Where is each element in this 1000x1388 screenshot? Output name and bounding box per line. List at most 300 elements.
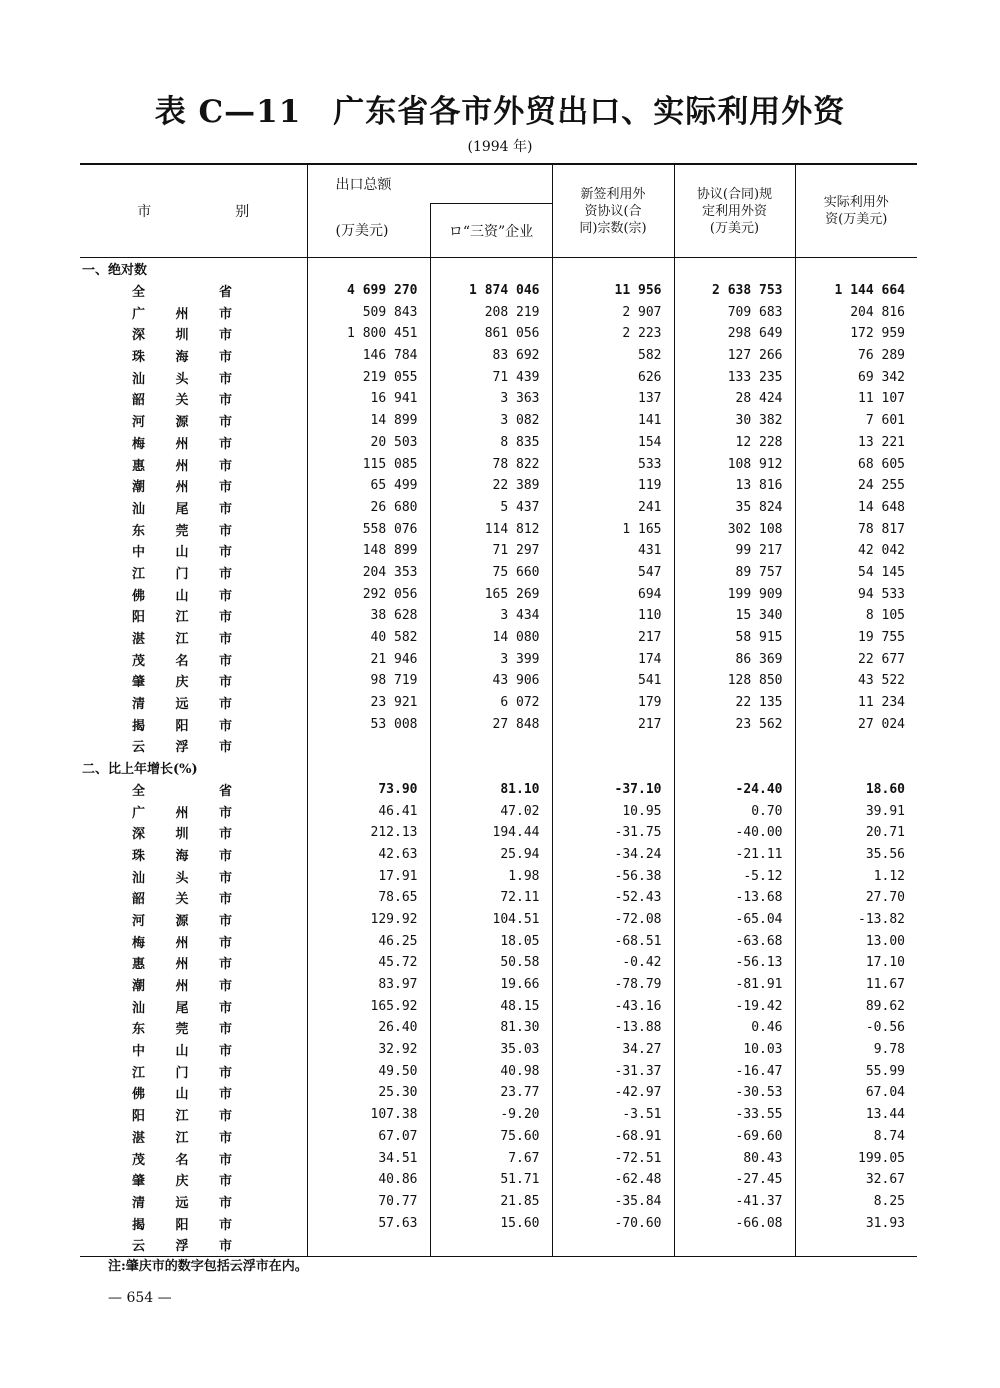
header-sanzi-label: ロ“三资”企业 bbox=[448, 223, 534, 240]
agreed-cell bbox=[674, 1234, 795, 1256]
agreements-cell: -43.16 bbox=[552, 995, 674, 1017]
empty-cell bbox=[674, 757, 795, 779]
actual-cell: 22 677 bbox=[795, 648, 917, 670]
city-name: 江门市 bbox=[132, 566, 232, 582]
section-header-row bbox=[80, 757, 917, 779]
header-actual-fdi bbox=[795, 165, 917, 258]
sanzi-cell: 43 906 bbox=[430, 670, 552, 692]
city-name: 东莞市 bbox=[132, 523, 232, 539]
city-name: 全 省 bbox=[132, 783, 232, 799]
export-cell: 83.97 bbox=[307, 974, 430, 996]
sanzi-cell: 22 389 bbox=[430, 475, 552, 497]
agreements-cell: -72.08 bbox=[552, 909, 674, 931]
export-cell: 212.13 bbox=[307, 822, 430, 844]
sanzi-cell: 208 219 bbox=[430, 301, 552, 323]
city-name-cell bbox=[80, 366, 307, 388]
sanzi-cell: 1 874 046 bbox=[430, 280, 552, 302]
table-row bbox=[80, 822, 917, 844]
city-name: 汕尾市 bbox=[132, 501, 232, 517]
header-export-unit bbox=[307, 204, 430, 258]
table-row bbox=[80, 1169, 917, 1191]
agreed-cell: 58 915 bbox=[674, 627, 795, 649]
agreements-cell: -68.51 bbox=[552, 930, 674, 952]
empty-cell bbox=[552, 757, 674, 779]
table-row bbox=[80, 432, 917, 454]
agreed-cell: 23 562 bbox=[674, 713, 795, 735]
sanzi-cell: 1.98 bbox=[430, 865, 552, 887]
export-cell: 21 946 bbox=[307, 648, 430, 670]
agreed-cell: -81.91 bbox=[674, 974, 795, 996]
city-name-cell bbox=[80, 865, 307, 887]
city-name: 佛山市 bbox=[132, 588, 232, 604]
agreements-cell: -72.51 bbox=[552, 1147, 674, 1169]
agreed-cell: -63.68 bbox=[674, 930, 795, 952]
agreements-cell: 154 bbox=[552, 432, 674, 454]
table-year: (1994 年) bbox=[467, 139, 533, 155]
agreed-cell bbox=[674, 735, 795, 757]
agreements-cell: 11 956 bbox=[552, 280, 674, 302]
city-name-cell bbox=[80, 930, 307, 952]
sanzi-cell: 104.51 bbox=[430, 909, 552, 931]
city-name-cell bbox=[80, 1104, 307, 1126]
city-name-cell bbox=[80, 735, 307, 757]
table-row bbox=[80, 1147, 917, 1169]
city-name-cell bbox=[80, 713, 307, 735]
sanzi-cell: 15.60 bbox=[430, 1212, 552, 1234]
export-cell: 509 843 bbox=[307, 301, 430, 323]
export-cell: 45.72 bbox=[307, 952, 430, 974]
agreed-cell: -41.37 bbox=[674, 1191, 795, 1213]
agreements-cell: 241 bbox=[552, 497, 674, 519]
actual-cell: 20.71 bbox=[795, 822, 917, 844]
city-name-cell bbox=[80, 280, 307, 302]
city-name-cell bbox=[80, 301, 307, 323]
export-cell: 107.38 bbox=[307, 1104, 430, 1126]
agreed-cell: -19.42 bbox=[674, 995, 795, 1017]
header-city bbox=[80, 165, 307, 258]
sanzi-cell: 78 822 bbox=[430, 453, 552, 475]
export-cell: 73.90 bbox=[307, 779, 430, 801]
actual-cell: 8.25 bbox=[795, 1191, 917, 1213]
table-row bbox=[80, 779, 917, 801]
table-row bbox=[80, 995, 917, 1017]
sanzi-cell: 114 812 bbox=[430, 518, 552, 540]
city-name: 清远市 bbox=[132, 1195, 232, 1211]
agreements-cell: 2 223 bbox=[552, 323, 674, 345]
agreed-cell: 30 382 bbox=[674, 410, 795, 432]
sanzi-cell: 81.30 bbox=[430, 1017, 552, 1039]
export-cell: 204 353 bbox=[307, 562, 430, 584]
city-name-cell bbox=[80, 1039, 307, 1061]
city-name: 梅州市 bbox=[132, 935, 232, 951]
agreed-cell: 127 266 bbox=[674, 345, 795, 367]
city-name: 东莞市 bbox=[132, 1022, 232, 1038]
empty-cell bbox=[430, 757, 552, 779]
city-name-cell bbox=[80, 670, 307, 692]
table-row bbox=[80, 1104, 917, 1126]
empty-cell bbox=[674, 258, 795, 280]
export-cell: 78.65 bbox=[307, 887, 430, 909]
export-cell: 40.86 bbox=[307, 1169, 430, 1191]
city-name: 茂名市 bbox=[132, 1152, 232, 1168]
actual-cell: 24 255 bbox=[795, 475, 917, 497]
city-name-cell bbox=[80, 497, 307, 519]
agreed-cell: -33.55 bbox=[674, 1104, 795, 1126]
table-row bbox=[80, 865, 917, 887]
agreements-cell: 141 bbox=[552, 410, 674, 432]
export-cell: 26.40 bbox=[307, 1017, 430, 1039]
actual-cell: 19 755 bbox=[795, 627, 917, 649]
page-title: 表 C—11 广东省各市外贸出口、实际利用外资 bbox=[154, 94, 846, 130]
city-name-cell bbox=[80, 1169, 307, 1191]
table-row bbox=[80, 345, 917, 367]
city-name-cell bbox=[80, 779, 307, 801]
sanzi-cell: -9.20 bbox=[430, 1104, 552, 1126]
city-name-cell bbox=[80, 562, 307, 584]
export-cell: 20 503 bbox=[307, 432, 430, 454]
header-agreed-fdi bbox=[674, 165, 795, 258]
agreements-cell bbox=[552, 735, 674, 757]
table-row bbox=[80, 562, 917, 584]
agreed-cell: 86 369 bbox=[674, 648, 795, 670]
export-cell: 98 719 bbox=[307, 670, 430, 692]
agreed-cell: 133 235 bbox=[674, 366, 795, 388]
agreements-cell: 179 bbox=[552, 692, 674, 714]
agreed-cell: -16.47 bbox=[674, 1060, 795, 1082]
actual-cell: 13.44 bbox=[795, 1104, 917, 1126]
agreements-cell: -37.10 bbox=[552, 779, 674, 801]
table-row bbox=[80, 323, 917, 345]
agreements-cell: -35.84 bbox=[552, 1191, 674, 1213]
table-row bbox=[80, 1126, 917, 1148]
agreements-cell: 541 bbox=[552, 670, 674, 692]
city-name: 揭阳市 bbox=[132, 718, 232, 734]
table-row bbox=[80, 583, 917, 605]
city-name-cell bbox=[80, 800, 307, 822]
agreed-cell: -21.11 bbox=[674, 844, 795, 866]
agreements-cell: 533 bbox=[552, 453, 674, 475]
city-name: 河源市 bbox=[132, 913, 232, 929]
city-name: 广州市 bbox=[132, 306, 232, 322]
export-cell: 1 800 451 bbox=[307, 323, 430, 345]
sanzi-cell: 72.11 bbox=[430, 887, 552, 909]
city-name: 广州市 bbox=[132, 805, 232, 821]
table-row bbox=[80, 388, 917, 410]
agreed-cell: 302 108 bbox=[674, 518, 795, 540]
city-name: 汕尾市 bbox=[132, 1000, 232, 1016]
export-cell: 146 784 bbox=[307, 345, 430, 367]
city-name-cell bbox=[80, 410, 307, 432]
city-name-cell bbox=[80, 432, 307, 454]
export-cell: 40 582 bbox=[307, 627, 430, 649]
actual-cell: 54 145 bbox=[795, 562, 917, 584]
statistics-table bbox=[80, 165, 917, 1257]
sanzi-cell: 194.44 bbox=[430, 822, 552, 844]
table-row bbox=[80, 475, 917, 497]
actual-cell: 42 042 bbox=[795, 540, 917, 562]
export-cell: 219 055 bbox=[307, 366, 430, 388]
agreed-cell: 35 824 bbox=[674, 497, 795, 519]
city-name: 梅州市 bbox=[132, 436, 232, 452]
table-row bbox=[80, 1082, 917, 1104]
export-cell: 16 941 bbox=[307, 388, 430, 410]
empty-cell bbox=[795, 757, 917, 779]
city-name-cell bbox=[80, 1234, 307, 1256]
table-row bbox=[80, 844, 917, 866]
agreements-cell: -31.75 bbox=[552, 822, 674, 844]
city-name: 汕头市 bbox=[132, 870, 232, 886]
city-name-cell bbox=[80, 540, 307, 562]
sanzi-cell: 14 080 bbox=[430, 627, 552, 649]
actual-cell: 67.04 bbox=[795, 1082, 917, 1104]
export-cell: 38 628 bbox=[307, 605, 430, 627]
table-row bbox=[80, 909, 917, 931]
agreements-cell: -56.38 bbox=[552, 865, 674, 887]
agreed-cell: 89 757 bbox=[674, 562, 795, 584]
actual-cell: 14 648 bbox=[795, 497, 917, 519]
sanzi-cell: 861 056 bbox=[430, 323, 552, 345]
table-row bbox=[80, 670, 917, 692]
agreements-cell: -13.88 bbox=[552, 1017, 674, 1039]
actual-cell bbox=[795, 735, 917, 757]
export-cell: 148 899 bbox=[307, 540, 430, 562]
agreements-cell: 137 bbox=[552, 388, 674, 410]
table-row bbox=[80, 1017, 917, 1039]
city-name: 阳江市 bbox=[132, 1109, 232, 1125]
table-body bbox=[80, 258, 917, 1257]
actual-cell: 78 817 bbox=[795, 518, 917, 540]
agreements-cell: 547 bbox=[552, 562, 674, 584]
footnote: 注:肇庆市的数字包括云浮市在内。 bbox=[108, 1259, 308, 1274]
table-row bbox=[80, 453, 917, 475]
city-name: 云浮市 bbox=[132, 1239, 232, 1255]
agreements-cell: -3.51 bbox=[552, 1104, 674, 1126]
table-row bbox=[80, 627, 917, 649]
empty-cell bbox=[307, 258, 430, 280]
export-cell: 4 699 270 bbox=[307, 280, 430, 302]
agreements-cell: 431 bbox=[552, 540, 674, 562]
table-row bbox=[80, 410, 917, 432]
export-cell: 46.41 bbox=[307, 800, 430, 822]
sanzi-cell bbox=[430, 1234, 552, 1256]
actual-cell: 68 605 bbox=[795, 453, 917, 475]
city-name: 清远市 bbox=[132, 697, 232, 713]
city-name: 潮州市 bbox=[132, 979, 232, 995]
city-name: 佛山市 bbox=[132, 1087, 232, 1103]
actual-cell: 8 105 bbox=[795, 605, 917, 627]
city-name: 深圳市 bbox=[132, 328, 232, 344]
city-name: 湛江市 bbox=[132, 1130, 232, 1146]
table-row bbox=[80, 1191, 917, 1213]
actual-cell: 35.56 bbox=[795, 844, 917, 866]
actual-cell: 18.60 bbox=[795, 779, 917, 801]
export-cell: 558 076 bbox=[307, 518, 430, 540]
header-city-label: 市 别 bbox=[137, 204, 250, 220]
agreements-cell: 582 bbox=[552, 345, 674, 367]
sanzi-cell: 8 835 bbox=[430, 432, 552, 454]
actual-cell: 13.00 bbox=[795, 930, 917, 952]
table-row bbox=[80, 930, 917, 952]
agreements-cell: -42.97 bbox=[552, 1082, 674, 1104]
sanzi-cell: 27 848 bbox=[430, 713, 552, 735]
table-row bbox=[80, 497, 917, 519]
empty-cell bbox=[795, 258, 917, 280]
agreements-cell: 694 bbox=[552, 583, 674, 605]
agreed-cell: 22 135 bbox=[674, 692, 795, 714]
city-name: 阳江市 bbox=[132, 610, 232, 626]
agreed-cell: 12 228 bbox=[674, 432, 795, 454]
agreements-cell: 1 165 bbox=[552, 518, 674, 540]
city-name: 肇庆市 bbox=[132, 1174, 232, 1190]
export-cell: 17.91 bbox=[307, 865, 430, 887]
city-name: 河源市 bbox=[132, 415, 232, 431]
export-cell bbox=[307, 735, 430, 757]
export-cell: 165.92 bbox=[307, 995, 430, 1017]
table-row bbox=[80, 974, 917, 996]
agreed-cell: 28 424 bbox=[674, 388, 795, 410]
city-name-cell bbox=[80, 388, 307, 410]
table-row bbox=[80, 301, 917, 323]
agreements-cell bbox=[552, 1234, 674, 1256]
sanzi-cell: 3 434 bbox=[430, 605, 552, 627]
section-label: 一、绝对数 bbox=[82, 263, 148, 279]
export-cell: 292 056 bbox=[307, 583, 430, 605]
actual-cell bbox=[795, 1234, 917, 1256]
agreed-cell: 99 217 bbox=[674, 540, 795, 562]
table-row bbox=[80, 1060, 917, 1082]
export-cell: 14 899 bbox=[307, 410, 430, 432]
sanzi-cell: 23.77 bbox=[430, 1082, 552, 1104]
city-name-cell bbox=[80, 995, 307, 1017]
table-row bbox=[80, 1039, 917, 1061]
agreed-cell: -69.60 bbox=[674, 1126, 795, 1148]
table-row bbox=[80, 713, 917, 735]
agreed-cell: 0.46 bbox=[674, 1017, 795, 1039]
actual-cell: 1 144 664 bbox=[795, 280, 917, 302]
city-name-cell bbox=[80, 1147, 307, 1169]
sanzi-cell: 47.02 bbox=[430, 800, 552, 822]
sanzi-cell: 50.58 bbox=[430, 952, 552, 974]
agreed-cell: -56.13 bbox=[674, 952, 795, 974]
sanzi-cell: 40.98 bbox=[430, 1060, 552, 1082]
agreed-cell: 128 850 bbox=[674, 670, 795, 692]
sanzi-cell: 19.66 bbox=[430, 974, 552, 996]
agreed-cell: -27.45 bbox=[674, 1169, 795, 1191]
actual-cell: -0.56 bbox=[795, 1017, 917, 1039]
city-name: 全 省 bbox=[132, 285, 232, 301]
agreed-cell: -65.04 bbox=[674, 909, 795, 931]
city-name-cell bbox=[80, 822, 307, 844]
export-cell: 32.92 bbox=[307, 1039, 430, 1061]
city-name-cell bbox=[80, 844, 307, 866]
sanzi-cell: 25.94 bbox=[430, 844, 552, 866]
city-name-cell bbox=[80, 345, 307, 367]
actual-cell: 43 522 bbox=[795, 670, 917, 692]
city-name-cell bbox=[80, 692, 307, 714]
actual-cell: 89.62 bbox=[795, 995, 917, 1017]
city-name: 韶关市 bbox=[132, 393, 232, 409]
agreements-cell: -31.37 bbox=[552, 1060, 674, 1082]
agreements-cell: -68.91 bbox=[552, 1126, 674, 1148]
agreed-cell: 13 816 bbox=[674, 475, 795, 497]
header-agreed-fdi-label: 协议(合同)规定利用外资(万美元) bbox=[696, 186, 773, 236]
statistics-table-wrapper bbox=[80, 163, 917, 1257]
table-row bbox=[80, 540, 917, 562]
actual-cell: 204 816 bbox=[795, 301, 917, 323]
actual-cell: 7 601 bbox=[795, 410, 917, 432]
city-name: 汕头市 bbox=[132, 371, 232, 387]
header-new-agreements bbox=[552, 165, 674, 258]
actual-cell: 94 533 bbox=[795, 583, 917, 605]
sanzi-cell: 7.67 bbox=[430, 1147, 552, 1169]
city-name-cell bbox=[80, 887, 307, 909]
agreed-cell: 15 340 bbox=[674, 605, 795, 627]
sanzi-cell: 75 660 bbox=[430, 562, 552, 584]
agreements-cell: 626 bbox=[552, 366, 674, 388]
agreed-cell: -40.00 bbox=[674, 822, 795, 844]
export-cell: 115 085 bbox=[307, 453, 430, 475]
agreed-cell: 0.70 bbox=[674, 800, 795, 822]
actual-cell: 32.67 bbox=[795, 1169, 917, 1191]
actual-cell: 1.12 bbox=[795, 865, 917, 887]
city-name-cell bbox=[80, 974, 307, 996]
actual-cell: 69 342 bbox=[795, 366, 917, 388]
city-name-cell bbox=[80, 1212, 307, 1234]
header-actual-fdi-label: 实际利用外 资(万美元) bbox=[823, 195, 915, 227]
agreements-cell: -0.42 bbox=[552, 952, 674, 974]
agreed-cell: -13.68 bbox=[674, 887, 795, 909]
actual-cell: 9.78 bbox=[795, 1039, 917, 1061]
city-name-cell bbox=[80, 1082, 307, 1104]
section-header-row bbox=[80, 258, 917, 280]
sanzi-cell: 81.10 bbox=[430, 779, 552, 801]
export-cell: 25.30 bbox=[307, 1082, 430, 1104]
city-name: 揭阳市 bbox=[132, 1217, 232, 1233]
header-export-unit-label: (万美元) bbox=[335, 223, 389, 240]
header-new-agreements-label: 新签利用外资协议(合 同)宗数(宗) bbox=[579, 186, 655, 236]
city-name-cell bbox=[80, 453, 307, 475]
city-name: 深圳市 bbox=[132, 827, 232, 843]
actual-cell: 17.10 bbox=[795, 952, 917, 974]
agreements-cell: -70.60 bbox=[552, 1212, 674, 1234]
sanzi-cell: 18.05 bbox=[430, 930, 552, 952]
city-name: 湛江市 bbox=[132, 632, 232, 648]
table-row bbox=[80, 648, 917, 670]
city-name-cell bbox=[80, 605, 307, 627]
header-sanzi bbox=[430, 204, 552, 258]
sanzi-cell: 35.03 bbox=[430, 1039, 552, 1061]
city-name: 惠州市 bbox=[132, 458, 232, 474]
agreements-cell: 110 bbox=[552, 605, 674, 627]
city-name: 中山市 bbox=[132, 1044, 232, 1060]
agreements-cell: 174 bbox=[552, 648, 674, 670]
city-name: 珠海市 bbox=[132, 350, 232, 366]
city-name: 韶关市 bbox=[132, 892, 232, 908]
city-name-cell bbox=[80, 627, 307, 649]
actual-cell: 13 221 bbox=[795, 432, 917, 454]
agreed-cell: 709 683 bbox=[674, 301, 795, 323]
actual-cell: -13.82 bbox=[795, 909, 917, 931]
agreements-cell: -62.48 bbox=[552, 1169, 674, 1191]
empty-cell bbox=[307, 757, 430, 779]
agreements-cell: -34.24 bbox=[552, 844, 674, 866]
section-label: 二、比上年增长(%) bbox=[82, 762, 198, 778]
sanzi-cell: 75.60 bbox=[430, 1126, 552, 1148]
table-row bbox=[80, 952, 917, 974]
sanzi-cell: 3 399 bbox=[430, 648, 552, 670]
table-row bbox=[80, 280, 917, 302]
agreements-cell: 2 907 bbox=[552, 301, 674, 323]
